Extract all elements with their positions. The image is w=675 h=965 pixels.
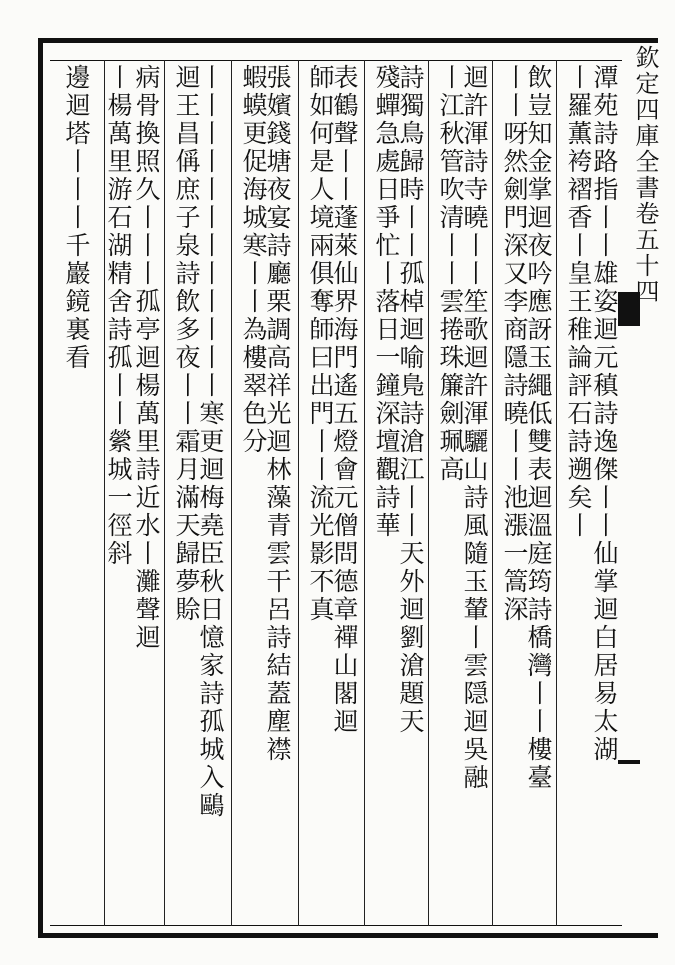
- column-rule: [298, 60, 299, 926]
- text-column: 病骨換照久丨丨丨孤亭迴楊萬里詩近水丨灘聲迴: [132, 64, 161, 652]
- text-column: 詩獨鳥歸時丨丨孤棹迴喻鳬詩滄江丨丨天外迴劉滄題天: [396, 64, 425, 736]
- text-column: 表鶴聲丨丨蓬萊仙界海門遙五燈會元僧問德章禪山閣迴: [330, 64, 359, 736]
- margin-title-column: [625, 45, 665, 645]
- text-column: 丨丨呀然劍門深又李商隱詩曉丨丨池漲一篙深: [500, 64, 529, 624]
- book-title: 欽定四庫全書: [631, 45, 659, 201]
- text-column: 迴許渾詩寺曉丨丨笙歌迴許渾驪山詩風隨玉輦丨雲隠迴吳融: [460, 64, 489, 792]
- text-column: 潭苑詩路指丨丨雄姿迴元稹詩逸傑丨丨仙掌迴白居易太湖: [590, 64, 619, 764]
- text-column: 迴王昌偁庶子泉詩飲多夜丨丨霜月滿天歸夢賒: [172, 64, 201, 624]
- text-column: 飲豈知金掌迴夜吟應訝玉繩低雙表迴溫庭筠詩橋灣丨丨樓臺: [524, 64, 553, 792]
- text-column: 丨楊萬里游石湖精舍詩孤丨丨縈城一徑斜: [104, 64, 133, 568]
- text-column: 殘蟬急處日爭忙丨落日一鐘深壇觀詩華: [372, 64, 401, 540]
- text-column: 丨江秋管吹清丨丨雲捲珠簾劍珮高: [436, 64, 465, 484]
- text-column: 師如何是人境兩俱奪師曰出門丨丨流光影不真: [306, 64, 335, 624]
- column-rule: [231, 60, 232, 926]
- text-column: 丨羅薫袴褶香丨皇王稚論評石詩遡矣丨: [564, 64, 593, 540]
- text-column: 蝦蟆更促海城寒丨丨為樓翠色分: [239, 64, 268, 456]
- text-column: 張嬪錢塘夜宴詩廳栗調高祥光迴林藻青雲干呂詩結蓋塵襟: [263, 64, 292, 764]
- column-rule: [364, 60, 365, 926]
- text-column: 丨丨丨丨丨丨丨丨丨丨丨丨寒更迴梅堯臣秋日憶家詩孤城入鷗: [196, 64, 225, 820]
- volume-number: 卷五十四: [631, 201, 659, 305]
- text-column: 邊迴塔丨丨丨千巖鏡裏看: [62, 64, 91, 372]
